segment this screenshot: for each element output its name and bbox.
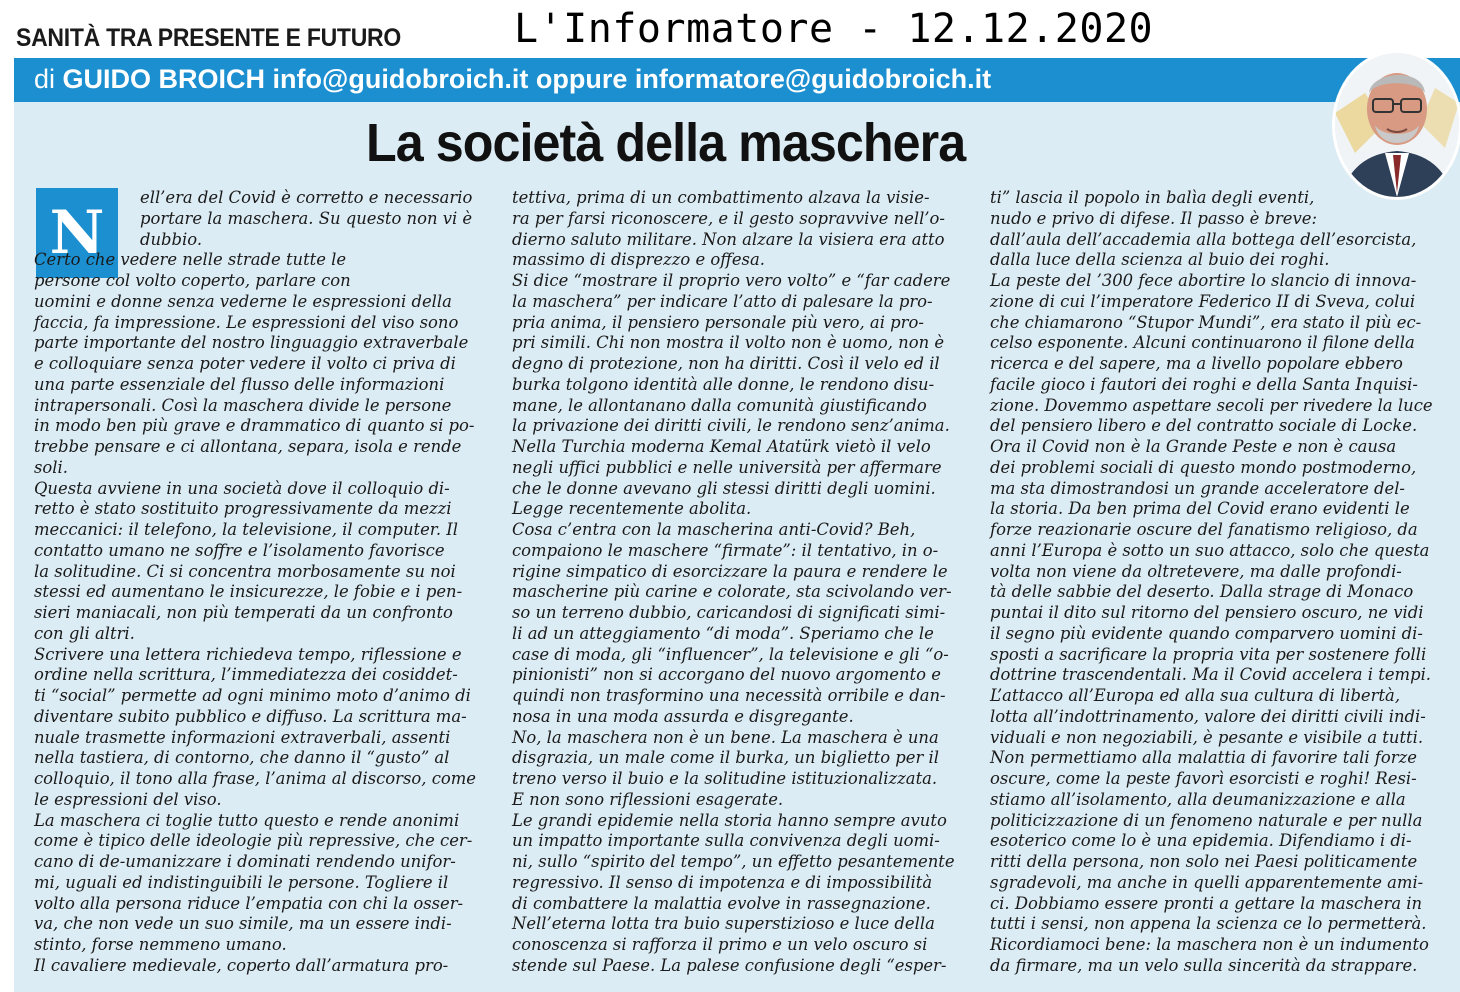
text-line: ci. Dobbiamo essere pronti a gettare la maschera in — [990, 893, 1423, 913]
text-line: mane, le allontanano dalla comunità giustificando — [512, 395, 927, 415]
text-line: rigine simpatico di esorcizzare la paura e rendere le — [512, 561, 948, 581]
text-line: anni l’Europa è sotto un suo attacco, solo che questa — [990, 540, 1430, 560]
text-line: treno verso il buio e la solitudine istituzionalizzata. — [512, 769, 938, 788]
text-line: disgrazia, un male come il burka, un biglietto per il — [512, 748, 940, 768]
text-line: zione di cui l’imperatore Federico II di Sveva, colui — [990, 291, 1416, 311]
text-line: colloquio, il tono alla frase, l’anima al discorso, come — [34, 769, 476, 788]
text-line: parte importante del nostro linguaggio extraverbale — [34, 333, 469, 353]
text-line: nuale trasmette informazioni extraverbali, assenti — [34, 727, 451, 747]
text-line: le espressioni del viso. — [34, 789, 222, 809]
text-line: dall’aula dell’accademia alla bottega dell’esorcista, — [990, 229, 1417, 249]
text-line: burka tolgono identità alle donne, le rendono disu- — [512, 374, 935, 394]
drop-cap: N — [36, 188, 118, 278]
text-line: volto alla persona riduce l’empatia con chi la osser- — [34, 893, 464, 913]
byline-separator: oppure — [535, 64, 628, 94]
text-line: ell’era del Covid è corretto e necessario — [140, 188, 473, 207]
text-line: in modo ben più grave e drammatico di quanto si po- — [34, 416, 475, 436]
article-column-3 — [990, 188, 1442, 977]
text-line: so un terreno dubbio, caricandosi di significati simi- — [512, 603, 946, 622]
text-line: dierno saluto militare. Non alzare la visiera era atto — [512, 229, 945, 249]
text-line: pria anima, il pensiero personale più vero, ai pro- — [512, 312, 924, 332]
text-line: Cosa c’entra con la mascherina anti-Covid? Beh, — [512, 520, 916, 539]
text-line: facile gioco i fautori dei roghi e della Santa Inquisi- — [990, 374, 1418, 394]
text-line: tutti i sensi, non appena la scienza ce lo permetterà. — [990, 914, 1427, 934]
text-line: quindi non trasformino una necessità orribile e dan- — [512, 686, 946, 705]
text-line: va, che non vede un suo simile, ma un essere indi- — [34, 914, 452, 934]
text-line: forze reazionarie oscure del fanatismo religioso, da — [990, 520, 1418, 539]
text-line: puntai il dito sul ritorno del pensiero oscuro, ne vidi — [990, 603, 1424, 622]
text-line: pri simili. Chi non mostra il volto non è uomo, non è — [512, 333, 945, 353]
text-line: sieri maniacali, non più temperati da un confronto — [34, 603, 453, 622]
text-line: soli. — [34, 457, 68, 477]
text-line: e colloquiare senza poter vedere il volto ci priva di — [34, 354, 456, 373]
text-line: tà delle sabbie del deserto. Dalla strage di Monaco — [990, 582, 1414, 602]
text-line: che le donne avevano gli stessi diritti degli uomini. — [512, 478, 936, 498]
text-line: il segno più evidente quando comparvero uomini di- — [990, 623, 1423, 643]
text-line: viduali e non negoziabili, è pesante e visibile a tutti. — [990, 727, 1424, 747]
text-line: La peste del ’300 fece abortire lo slancio di innova- — [990, 271, 1417, 290]
text-line: ritti della persona, non solo nei Paesi politicamente — [990, 852, 1418, 871]
text-line: dalla luce della scienza al buio dei roghi. — [990, 250, 1330, 270]
text-line: ordine nella scrittura, l’immediatezza dei cosiddet- — [34, 665, 458, 685]
text-line: stende sul Paese. La palese confusione degli “esper- — [512, 955, 947, 975]
text-line: stinto, forse nemmeno umano. — [34, 935, 287, 954]
text-line: meccanici: il telefono, la televisione, il computer. Il — [34, 520, 458, 539]
text-line: massimo di disprezzo e offesa. — [512, 250, 765, 270]
byline — [34, 64, 991, 95]
text-line: mi, uguali ed indistinguibili le persone. Togliere il — [34, 872, 449, 892]
text-line: Nell’eterna lotta tra buio superstizioso e luce della — [512, 914, 935, 934]
text-line: case di moda, gli “influencer”, la televisione e gli “o- — [512, 644, 949, 664]
text-line: contatto umano ne soffre e l’isolamento favorisce — [34, 540, 445, 560]
text-line: mascherine più carine e colorate, sta scivolando ver- — [512, 582, 952, 602]
text-line: una parte essenziale del flusso delle informazioni — [34, 374, 445, 394]
text-line: esoterico come lo è una epidemia. Difendiamo i di- — [990, 831, 1412, 851]
text-line: la privazione dei diritti civili, le rendono senz’anima. — [512, 416, 950, 436]
text-line: volta non viene da oltretevere, ma dalle profondi- — [990, 561, 1402, 581]
text-line: portare la maschera. Su questo non vi è — [140, 208, 473, 228]
byline-prefix: di — [34, 64, 56, 94]
author-name: GUIDO BROICH — [62, 64, 266, 94]
article-column-1 — [34, 188, 486, 977]
text-line: Non permettiamo alla malattia di favorire tali forze — [990, 748, 1417, 768]
text-line: nella tastiera, di contorno, che danno il “gusto” al — [34, 748, 450, 768]
text-line: oscure, come la peste favorì esorcisti e roghi! Resi- — [990, 769, 1417, 788]
text-line: Il cavaliere medievale, coperto dall’armatura pro- — [34, 955, 449, 975]
text-line: Nella Turchia moderna Kemal Atatürk vietò il velo — [512, 437, 931, 456]
text-line: La maschera ci toglie tutto questo e rende anonimi — [34, 810, 460, 830]
text-line: ma sta dimostrandosi un grande acceleratore del- — [990, 478, 1405, 498]
text-line: sposti a sacrificare la propria vita per sostenere folli — [990, 644, 1427, 664]
text-line: ra per farsi riconoscere, e il gesto sopravvive nell’o- — [512, 208, 945, 228]
text-line: politicizzazione di un fenomeno naturale e per nulla — [990, 810, 1423, 830]
text-line: faccia, fa impressione. Le espressioni del viso sono — [34, 312, 459, 332]
text-line: pinionisti” non si accorgano del nuovo argomento e — [512, 665, 941, 685]
text-line: con gli altri. — [34, 623, 135, 643]
text-line: ti “social” permette ad ogni minimo moto d’animo di — [34, 686, 471, 705]
text-line: Scrivere una lettera richiedeva tempo, riflessione e — [34, 644, 462, 664]
text-line: L’attacco all’Europa ed alla sua cultura di libertà, — [990, 686, 1401, 705]
text-line: E non sono riflessioni esagerate. — [512, 789, 784, 809]
text-line: sgradevoli, ma anche in quelli apparentemente ami- — [990, 872, 1424, 892]
text-line: Si dice “mostrare il proprio vero volto” e “far cadere — [512, 271, 951, 290]
text-line: Questa avviene in una società dove il colloquio di- — [34, 478, 450, 498]
text-line: uomini e donne senza vederne le espressioni della — [34, 291, 452, 311]
text-line: la maschera” per indicare l’atto di palesare la pro- — [512, 291, 933, 311]
author-photo-icon — [1335, 53, 1459, 197]
text-line: celso esponente. Alcuni continuarono il filone della — [990, 333, 1415, 353]
text-line: Certo che vedere nelle strade tutte le — [34, 250, 347, 270]
masthead-date: L'Informatore - 12.12.2020 — [514, 6, 1154, 52]
text-line: ti” lascia il popolo in balìa degli eventi, — [990, 188, 1315, 207]
text-line: dottrine trascendentali. Ma il Covid accelera i tempi. — [990, 665, 1432, 685]
email-link-2[interactable]: informatore@guidobroich.it — [634, 64, 992, 94]
text-line: un impatto importante sulla convivenza degli uomi- — [512, 831, 940, 851]
text-line: lotta all’indottrinamento, valore dei diritti civili indi- — [990, 706, 1426, 726]
text-line: diventare subito pubblico e diffuso. La scrittura ma- — [34, 706, 467, 726]
text-line: stessi ed aumentano le insicurezze, le fobie e i pen- — [34, 582, 463, 602]
section-rubric: SANITÀ TRA PRESENTE E FUTURO — [16, 24, 401, 52]
text-line: zione. Dovemmo aspettare secoli per rivedere la luce — [990, 395, 1433, 415]
text-line: la solitudine. Ci si concentra morbosamente su noi — [34, 561, 456, 581]
text-line: da firmare, ma un velo sulla sincerità da strappare. — [990, 955, 1418, 975]
article-column-2 — [512, 188, 962, 977]
text-line: come è tipico delle ideologie più repressive, che cer- — [34, 831, 473, 851]
text-line: stiamo all’isolamento, alla deumanizzazione e alla — [990, 789, 1406, 809]
text-line: ni, sullo “spirito del tempo”, un effetto pesantemente — [512, 852, 955, 871]
text-line: dubbio. — [140, 229, 203, 249]
text-line: nudo e privo di difese. Il passo è breve: — [990, 208, 1317, 228]
text-line: retto è stato sostituito progressivamente da mezzi — [34, 499, 452, 519]
text-line: regressivo. Il senso di impotenza e di impossibilità — [512, 872, 933, 892]
text-line: di combattere la malattia evolve in rassegnazione. — [512, 893, 931, 913]
text-line: dei problemi sociali di questo mondo postmoderno, — [990, 457, 1417, 477]
text-line: trebbe pensare e ci allontana, separa, isola e rende — [34, 437, 462, 456]
text-line: nosa in una moda assurda e disgregante. — [512, 706, 854, 726]
email-link-1[interactable]: info@guidobroich.it — [272, 64, 529, 94]
text-line: la storia. Da ben prima del Covid erano evidenti le — [990, 499, 1410, 519]
text-line: persone col volto coperto, parlare con — [34, 271, 351, 290]
text-line: Ricordiamoci bene: la maschera non è un indumento — [990, 935, 1429, 954]
text-line: li ad un atteggiamento “di moda”. Speriamo che le — [512, 623, 934, 643]
text-line: conoscenza si rafforza il primo e un velo oscuro si — [512, 935, 928, 954]
text-line: negli uffici pubblici e nelle università per affermare — [512, 457, 942, 477]
text-line: che chiamarono “Stupor Mundi”, era stato il più ec- — [990, 312, 1422, 332]
text-line: No, la maschera non è un bene. La maschera è una — [512, 727, 939, 747]
text-line: del pensiero libero e del contratto sociale di Locke. — [990, 416, 1418, 436]
text-line: Legge recentemente abolita. — [512, 499, 752, 519]
text-line: ricerca e del sapere, ma a livello popolare ebbero — [990, 354, 1403, 373]
article-headline: La società della maschera — [366, 113, 966, 173]
text-line: Le grandi epidemie nella storia hanno sempre avuto — [512, 810, 947, 830]
text-line: cano di de-umanizzare i dominati rendendo unifor- — [34, 852, 456, 871]
text-line: degno di protezione, non ha diritti. Così il velo ed il — [512, 354, 940, 373]
author-portrait — [1332, 50, 1460, 200]
text-line: tettiva, prima di un combattimento alzava la visie- — [512, 188, 930, 207]
text-line: intrapersonali. Così la maschera divide le persone — [34, 395, 452, 415]
text-line: Ora il Covid non è la Grande Peste e non è causa — [990, 437, 1397, 456]
text-line: compaiono le maschere “firmate”: il tentativo, in o- — [512, 540, 939, 560]
